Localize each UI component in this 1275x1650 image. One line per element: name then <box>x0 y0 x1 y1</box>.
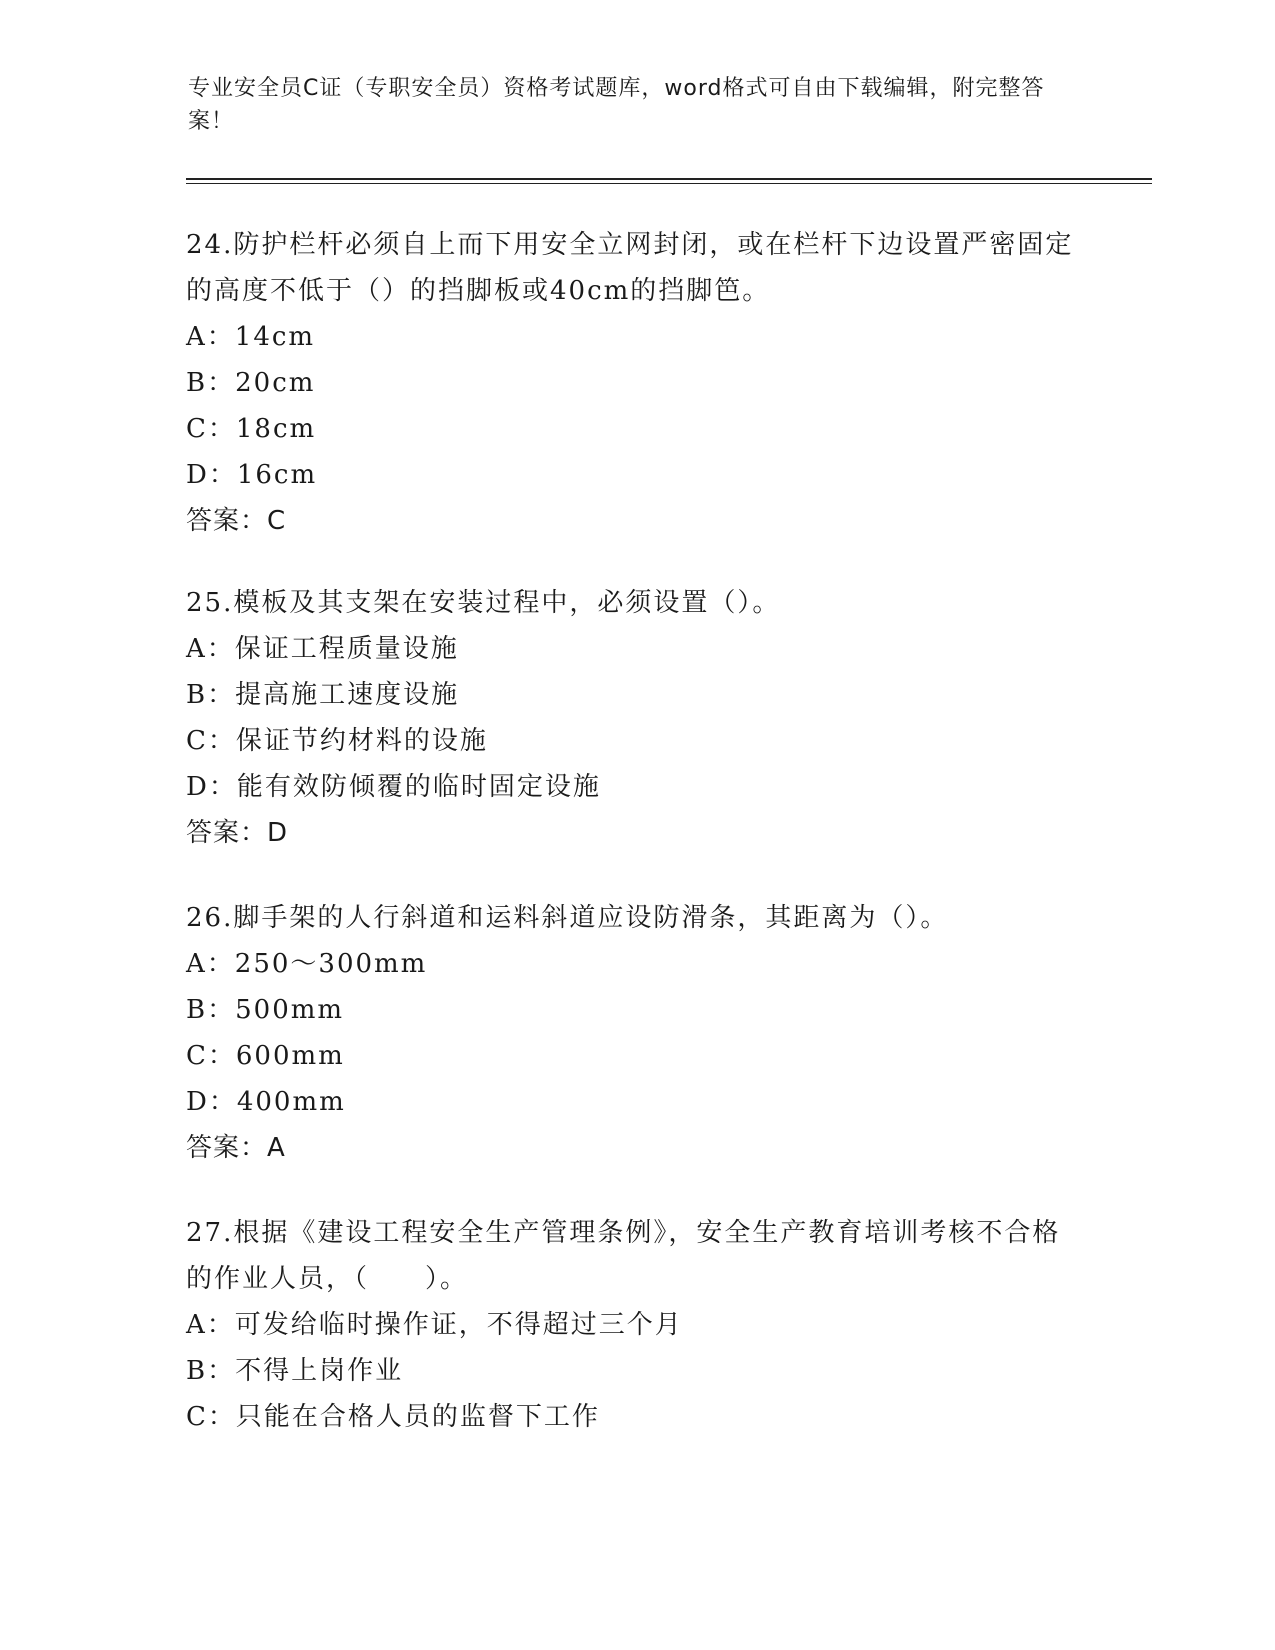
option-d: D：能有效防倾覆的临时固定设施 <box>186 772 601 802</box>
question-stem: 26.脚手架的人行斜道和运料斜道应设防滑条，其距离为（）。 <box>186 903 949 933</box>
question-27 <box>186 1210 1086 1440</box>
option-d: D：400mm <box>186 1087 346 1117</box>
option-b: B：提高施工速度设施 <box>186 680 460 710</box>
header-divider-thin <box>186 183 1152 184</box>
document-header: 专业安全员C证（专职安全员）资格考试题库，word格式可自由下载编辑，附完整答案！ <box>188 76 1045 134</box>
question-stem: 27.根据《建设工程安全生产管理条例》，安全生产教育培训考核不合格的作业人员，（ ）。 <box>186 1218 1061 1294</box>
option-a: A：可发给临时操作证，不得超过三个月 <box>186 1310 683 1340</box>
question-24 <box>186 222 1086 544</box>
option-a: A：保证工程质量设施 <box>186 634 459 664</box>
question-stem: 25.模板及其支架在安装过程中，必须设置（）。 <box>186 588 781 618</box>
option-d: D：16cm <box>186 460 318 490</box>
header-divider-thick <box>186 178 1152 180</box>
answer: 答案：C <box>186 506 287 536</box>
option-c: C：600mm <box>186 1041 345 1071</box>
option-b: B：不得上岗作业 <box>186 1356 404 1386</box>
question-stem: 24.防护栏杆必须自上而下用安全立网封闭，或在栏杆下边设置严密固定的高度不低于（）的挡脚板或40cm的挡脚笆。 <box>186 230 1074 306</box>
question-25 <box>186 580 1086 856</box>
option-b: B：20cm <box>186 368 316 398</box>
answer: 答案：A <box>186 1133 286 1163</box>
option-a: A：14cm <box>186 322 316 352</box>
question-26 <box>186 895 1086 1171</box>
option-c: C：保证节约材料的设施 <box>186 726 488 756</box>
option-c: C：18cm <box>186 414 317 444</box>
option-b: B：500mm <box>186 995 345 1025</box>
option-a: A：250～300mm <box>186 949 428 979</box>
option-c: C：只能在合格人员的监督下工作 <box>186 1402 600 1432</box>
answer: 答案：D <box>186 818 289 848</box>
